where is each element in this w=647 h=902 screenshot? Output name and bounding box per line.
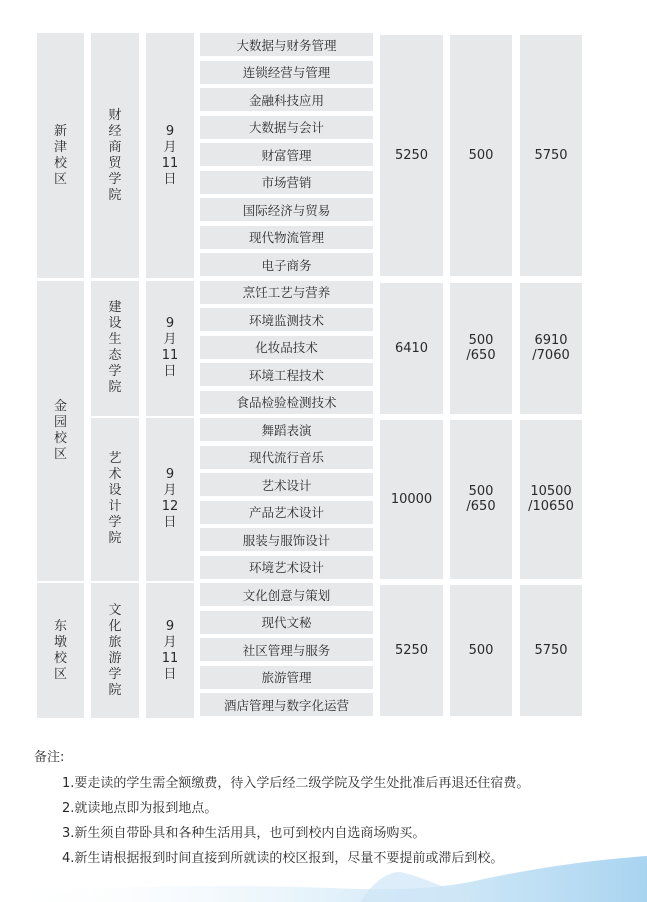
fee-cell: [450, 420, 512, 579]
total-value: 5750: [534, 148, 568, 163]
major-cell: 电子商务: [200, 253, 373, 276]
note-item-2: 2.就读地点即为报到地点。: [62, 801, 218, 816]
major-cell: 社区管理与服务: [200, 638, 373, 661]
major-cell: 烹饪工艺与营养: [200, 281, 373, 304]
fee-cell: [450, 585, 512, 716]
total-cell: [520, 283, 582, 414]
major-cell: 产品艺术设计: [200, 501, 373, 524]
tuition-cell: [380, 585, 443, 716]
major-cell: 环境工程技术: [200, 363, 373, 386]
major-cell: 旅游管理: [200, 666, 373, 689]
major-cell: 市场营销: [200, 171, 373, 194]
major-cell: 连锁经营与管理: [200, 61, 373, 84]
fee-value: 500 /650: [466, 333, 496, 363]
total-cell: [520, 420, 582, 579]
major-cell: 大数据与会计: [200, 116, 373, 139]
tuition-value: 5250: [394, 148, 429, 163]
notes-title: 备注:: [34, 750, 65, 765]
total-value: 5750: [534, 643, 568, 658]
college-name: 文 化 旅 游 学 院: [108, 602, 122, 698]
major-cell: 现代物流管理: [200, 226, 373, 249]
decorative-wave: [0, 842, 647, 902]
major-cell: 大数据与财务管理: [200, 33, 373, 56]
total-value: 6910 /7060: [532, 333, 570, 363]
fee-value: 500: [468, 148, 494, 163]
tuition-cell: [380, 283, 443, 414]
college-cell: [91, 281, 139, 416]
major-cell: 服装与服饰设计: [200, 528, 373, 551]
fee-cell: [450, 35, 512, 276]
major-cell: 艺术设计: [200, 473, 373, 496]
total-cell: [520, 585, 582, 716]
report-date: 9 月 11 日: [161, 123, 179, 187]
major-cell: 现代流行音乐: [200, 446, 373, 469]
fee-value: 500 /650: [466, 484, 496, 515]
major-cell: 文化创意与策划: [200, 583, 373, 606]
college-name: 建 设 生 态 学 院: [108, 300, 122, 395]
campus-name: 金 园 校 区: [53, 398, 67, 462]
campus-cell: [37, 281, 84, 581]
report-date: 9 月 12 日: [161, 467, 179, 531]
tuition-cell: [380, 35, 443, 276]
tuition-value: 10000: [390, 491, 433, 507]
tuition-value: 6410: [394, 340, 429, 356]
tuition-value: 5250: [394, 643, 429, 658]
college-name: 艺 术 设 计 学 院: [108, 451, 122, 547]
total-cell: [520, 35, 582, 276]
report-date: 9 月 11 日: [161, 316, 179, 379]
report-date: 9 月 11 日: [161, 618, 179, 682]
college-cell: [91, 418, 139, 581]
campus-name: 东 墩 校 区: [53, 618, 67, 682]
fee-cell: [450, 283, 512, 414]
campus-name: 新 津 校 区: [53, 123, 67, 187]
major-cell: 酒店管理与数字化运营: [200, 693, 373, 716]
tuition-cell: [380, 420, 443, 579]
major-cell: 现代文秘: [200, 611, 373, 634]
date-cell: [146, 418, 194, 581]
major-cell: 化妆品技术: [200, 336, 373, 359]
major-cell: 环境监测技术: [200, 308, 373, 331]
major-cell: 金融科技应用: [200, 88, 373, 111]
date-cell: [146, 583, 194, 718]
campus-cell: [37, 33, 84, 278]
total-value: 10500 /10650: [528, 484, 574, 515]
campus-cell: [37, 583, 84, 718]
note-item-1: 1.要走读的学生需全额缴费，待入学后经二级学院及学生处批准后再退还住宿费。: [62, 776, 530, 791]
major-cell: 财富管理: [200, 143, 373, 166]
major-cell: 食品检验检测技术: [200, 391, 373, 414]
college-name: 财 经 商 贸 学 院: [108, 107, 122, 203]
major-cell: 舞蹈表演: [200, 418, 373, 441]
major-cell: 环境艺术设计: [200, 556, 373, 579]
note-item-4: 4.新生请根据报到时间直接到所就读的校区报到，尽量不要提前或滞后到校。: [62, 851, 504, 866]
college-cell: [91, 583, 139, 718]
date-cell: [146, 33, 194, 278]
major-cell: 国际经济与贸易: [200, 198, 373, 221]
note-item-3: 3.新生须自带卧具和各种生活用具，也可到校内自选商场购买。: [62, 826, 426, 841]
fee-value: 500: [468, 643, 494, 658]
date-cell: [146, 281, 194, 416]
college-cell: [91, 33, 139, 278]
